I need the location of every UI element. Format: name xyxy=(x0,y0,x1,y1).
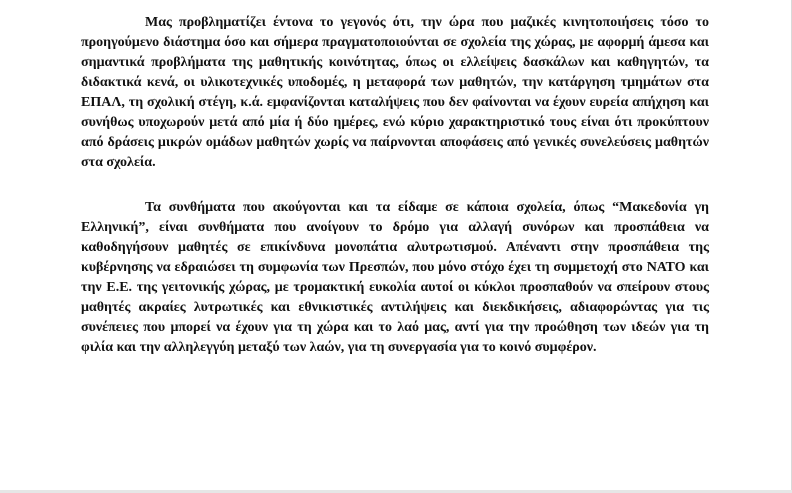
paragraph-1-block xyxy=(81,13,709,173)
paragraph-1: Μας προβληματίζει έντονα το γεγονός ότι, την ώρα που μαζικές κινητοποιήσεις τόσο το προηγούμενο διάστημα όσο και σήμερα πραγματοποιούνται σε σχολεία της χώρας, με αφορμή άμεσα και σημαντικά προβλήματα της μαθητικής κοινότητας, όπως οι ελλείψεις δασκάλων και καθηγητών, τα διδακτικά κενά, οι υλικοτεχνικές υποδομές, η μεταφορά των μαθητών, την κατάργηση τμημάτων στα ΕΠΑΛ, τη σχολική στέγη, κ.ά. εμφανίζονται καταλήψεις που δεν φαίνονται να έχουν ευρεία απήχηση και συνήθως υποχωρούν μετά από μία ή δύο ημέρες, ενώ κύριο χαρακτηριστικό τους είναι ότι προκύπτουν από δράσεις μικρών ομάδων μαθητών χωρίς να παίρνονται αποφάσεις από γενικές συνελεύσεις μαθητών στα σχολεία. xyxy=(81,15,709,170)
paragraph-2-block xyxy=(81,198,709,358)
paragraph-2: Τα συνθήματα που ακούγονται και τα είδαμε σε κάποια σχολεία, όπως “Μακεδονία γη Ελληνική”, είναι συνθήματα που ανοίγουν το δρόμο για αλλαγή συνόρων και προσπάθεια να καθοδηγήσουν μαθητές σε επικίνδυνα μονοπάτια αλυτρωτισμού. Απέναντι στην προσπάθεια της κυβέρνησης να εδραιώσει τη συμφωνία των Πρεσπών, που μόνο στόχο έχει τη συμμετοχή στο ΝΑΤΟ και την Ε.Ε. της γειτονικής χώρας, με τρομακτική ευκολία αυτοί οι κύκλοι προσπαθούν να σπείρουν στους μαθητές ακραίες λυτρωτικές και εθνικιστικές αντιλήψεις και διεκδικήσεις, αδιαφορώντας για τις συνέπειες που μπορεί να έχουν για τη χώρα και το λαό μας, αντί για την προώθηση των ιδεών για τη φιλία και την αλληλεγγύη μεταξύ των λαών, για τη συνεργασία για το κοινό συμφέρον. xyxy=(81,200,709,355)
